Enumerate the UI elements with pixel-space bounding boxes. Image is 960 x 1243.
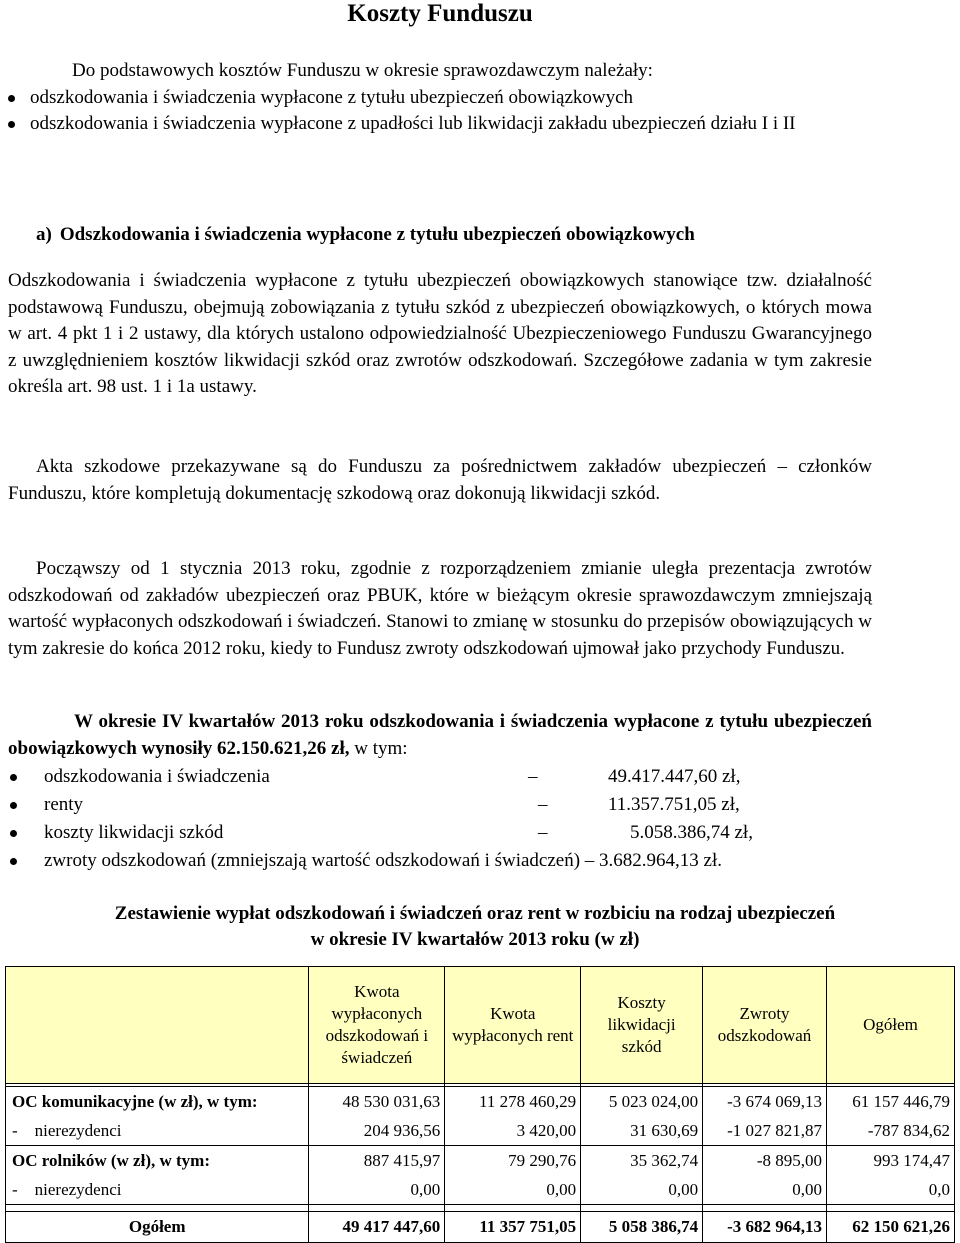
table-row — [6, 1087, 955, 1117]
paragraph-presentation-change: Począwszy od 1 stycznia 2013 roku, zgodnie z rozporządzeniem zmianie uległa prezentacja zwrotów odszkodowań od zakładów ubezpieczeń oraz PBUK, które w bieżącym okresie sprawozdawczym zmniejszają wartość wypłaconych odszkodowań i świadczeń. Stanowi to zmianę w stosunku do przepisów obowiązujących w tym zakresie do końca 2012 roku, kiedy to Fundusz zwroty odszkodowań ujmował jako przychody Funduszu. — [8, 558, 872, 659]
total-label: Ogółem — [6, 1212, 309, 1243]
row-label: OC rolników (w zł), w tym: — [6, 1146, 309, 1176]
table-cell: 204 936,56 — [309, 1116, 445, 1146]
total-cell: -3 682 964,13 — [703, 1212, 827, 1243]
table-header-cell — [6, 967, 309, 1084]
total-cell: 11 357 751,05 — [445, 1212, 581, 1243]
intro-bullet-item: odszkodowania i świadczenia wypłacone z tytułu ubezpieczeń obowiązkowych — [8, 85, 872, 112]
total-cell: 49 417 447,60 — [309, 1212, 445, 1243]
payments-table — [5, 966, 955, 1243]
table-cell: 0,00 — [445, 1175, 581, 1205]
table-cell: 48 530 031,63 — [309, 1087, 445, 1117]
table-header-cell: Kwota wypłaconych rent — [445, 967, 581, 1084]
breakdown-dash: – — [538, 822, 548, 843]
section-a-heading — [36, 222, 876, 249]
breakdown-amount: 11.357.751,05 zł, — [608, 794, 740, 815]
breakdown-dash: – — [538, 794, 548, 815]
intro-bullet-item: odszkodowania i świadczenia wypłacone z upadłości lub likwidacji zakładu ubezpieczeń działu I i II — [8, 111, 872, 138]
breakdown-item — [8, 819, 888, 847]
table-cell: 0,00 — [703, 1175, 827, 1205]
paragraph-claim-files: Akta szkodowe przekazywane są do Funduszu za pośrednictwem zakładów ubezpieczeń – członków Funduszu, które kompletują dokumentację szkodową oraz dokonują likwidacji szkód. — [8, 456, 872, 504]
table-cell: 0,0 — [827, 1175, 955, 1205]
row-label: - nierezydenci — [6, 1116, 309, 1146]
table-cell: 0,00 — [581, 1175, 703, 1205]
breakdown-label: koszty likwidacji szkód — [44, 822, 224, 843]
table-heading-line: w okresie IV kwartałów 2013 roku (w zł) — [310, 929, 640, 950]
table-cell: -3 674 069,13 — [703, 1087, 827, 1117]
paragraph-core-activity: Odszkodowania i świadczenia wypłacone z tytułu ubezpieczeń obowiązkowych stanowiące tzw. działalność podstawową Funduszu, obejmują zobowiązania z tytułu szkód z ubezpieczeń obowiązkowych, o których mowa w art. 4 pkt 1 i 2 ustawy, dla których ustalono odpowiedzialność Ubezpieczeniowego Funduszu Gwarancyjnego z uwzględnieniem kosztów likwidacji szkód oraz zwrotów odszkodowań. Szczegółowe zadania w tym zakresie określa art. 98 ust. 1 i 1a ustawy. — [8, 270, 872, 397]
intro-section — [8, 58, 872, 138]
total-cell: 5 058 386,74 — [581, 1212, 703, 1243]
table-row — [6, 1175, 955, 1205]
breakdown-label: renty — [44, 794, 84, 815]
table-cell: 3 420,00 — [445, 1116, 581, 1146]
breakdown-amount: 5.058.386,74 zł, — [630, 822, 753, 843]
table-header-cell: Ogółem — [827, 967, 955, 1084]
summary-breakdown-list — [8, 763, 888, 875]
table-cell: 35 362,74 — [581, 1146, 703, 1176]
intro-bullet-list — [8, 85, 872, 138]
summary-normal-text: w tym: — [349, 737, 408, 759]
table-total-row — [6, 1212, 955, 1243]
table-heading-line: Zestawienie wypłat odszkodowań i świadczeń oraz rent w rozbiciu na rodzaj ubezpieczeń — [114, 903, 836, 924]
summary-statement — [8, 709, 872, 762]
table-cell: 31 630,69 — [581, 1116, 703, 1146]
table-cell: 79 290,76 — [445, 1146, 581, 1176]
breakdown-dash: – — [528, 766, 538, 787]
section-heading-text: Odszkodowania i świadczenia wypłacone z tytułu ubezpieczeń obowiązkowych — [59, 224, 695, 245]
table-row — [6, 1116, 955, 1146]
table-cell: 11 278 460,29 — [445, 1087, 581, 1117]
summary-bold-text: W okresie IV kwartałów 2013 roku odszkodowania i świadczenia wypłacone z tytułu ubezpieczeń obowiązkowych wynosiły 62.150.621,26 zł, — [8, 711, 872, 759]
table-spacer-row — [6, 1205, 955, 1212]
page-title: Koszty Funduszu — [347, 0, 533, 27]
breakdown-label: odszkodowania i świadczenia — [44, 766, 270, 787]
breakdown-amount: 49.417.447,60 zł, — [608, 766, 741, 787]
table-header-row — [6, 967, 955, 1084]
breakdown-label: zwroty odszkodowań (zmniejszają wartość odszkodowań i świadczeń) – 3.682.964,13 zł. — [44, 850, 723, 871]
breakdown-item — [8, 791, 888, 819]
table-header-cell: Koszty likwidacji szkód — [581, 967, 703, 1084]
table-header-cell: Kwota wypłaconych odszkodowań i świadczeń — [309, 967, 445, 1084]
section-marker: a) — [36, 224, 52, 245]
table-cell: 61 157 446,79 — [827, 1087, 955, 1117]
breakdown-item — [8, 847, 888, 875]
table-heading — [0, 901, 950, 953]
table-row — [6, 1146, 955, 1176]
table-cell: -1 027 821,87 — [703, 1116, 827, 1146]
row-label: - nierezydenci — [6, 1175, 309, 1205]
total-cell: 62 150 621,26 — [827, 1212, 955, 1243]
intro-lead: Do podstawowych kosztów Funduszu w okresie sprawozdawczym należały: — [72, 60, 653, 81]
table-header-cell: Zwroty odszkodowań — [703, 967, 827, 1084]
table-cell: 5 023 024,00 — [581, 1087, 703, 1117]
table-cell: 993 174,47 — [827, 1146, 955, 1176]
table-cell: 0,00 — [309, 1175, 445, 1205]
table-cell: -8 895,00 — [703, 1146, 827, 1176]
row-label: OC komunikacyjne (w zł), w tym: — [6, 1087, 309, 1117]
table-cell: -787 834,62 — [827, 1116, 955, 1146]
breakdown-item — [8, 763, 888, 791]
table-cell: 887 415,97 — [309, 1146, 445, 1176]
